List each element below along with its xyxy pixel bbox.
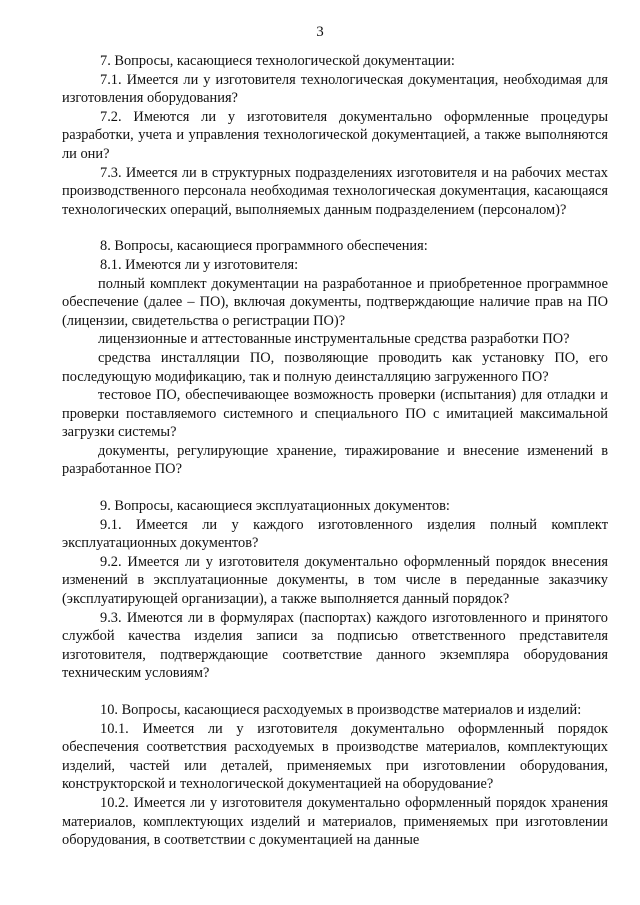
list-item: полный комплект документации на разработанное и приобретенное программное обеспечение (далее – ПО), включая документы, подтверждающие наличие прав на ПО (лицензии, свидетельства о регистрации ПО)? (62, 275, 608, 329)
section-gap (62, 479, 608, 497)
list-item: документы, регулирующие хранение, тиражирование и внесение изменений в разработанное ПО? (62, 442, 608, 478)
section-operational-documents (62, 497, 608, 683)
section-heading: 10. Вопросы, касающиеся расходуемых в производстве материалов и изделий: (100, 702, 582, 718)
list-item: средства инсталляции ПО, позволяющие проводить как установку ПО, его последующую модификацию, так и полную деинсталляцию загруженного ПО? (62, 349, 608, 385)
section-technological-documentation (62, 52, 608, 219)
page-number: 3 (316, 24, 324, 40)
section-software (62, 237, 608, 479)
section-gap (62, 219, 608, 237)
list-item: тестовое ПО, обеспечивающее возможность проверки (испытания) для отладки и проверки поставляемого системного и специального ПО с имитацией максимальной загрузки системы? (62, 387, 608, 441)
paragraph: 8.1. Имеются ли у изготовителя: (100, 256, 299, 273)
paragraph: 7.3. Имеется ли в структурных подразделениях изготовителя и на рабочих местах производственного персонала необходимая технологическая документация, касающаяся технологических операций, выполняемых данным подразделением (персоналом)? (62, 164, 608, 218)
list-item: лицензионные и аттестованные инструментальные средства разработки ПО? (98, 331, 570, 348)
section-heading: 8. Вопросы, касающиеся программного обеспечения: (100, 238, 428, 255)
section-heading: 7. Вопросы, касающиеся технологической документации: (100, 53, 455, 69)
document-body (62, 52, 608, 850)
paragraph: 10.2. Имеется ли у изготовителя документально оформленный порядок хранения материалов, комплектующих изделий и материалов, применяемых при изготовлении оборудования, в соответствии с документацией на данные (62, 794, 608, 849)
paragraph: 9.1. Имеется ли у каждого изготовленного изделия полный комплект эксплуатационных документов? (62, 516, 608, 552)
paragraph: 7.1. Имеется ли у изготовителя технологическая документация, необходимая для изготовления оборудования? (62, 71, 608, 107)
paragraph: 7.2. Имеются ли у изготовителя документально оформленные процедуры разработки, учета и управления технологической документацией, а также выполняются ли они? (62, 108, 608, 162)
paragraph: 9.2. Имеется ли у изготовителя документально оформленный порядок внесения изменений в эксплуатационные документы, в том числе в переданные заказчику (эксплуатирующей организации), а также выполняется данный порядок? (62, 553, 608, 608)
paragraph: 9.3. Имеются ли в формулярах (паспортах) каждого изготовленного и принятого службой качества изделия записи за подписью ответственного представителя изготовителя, подтверждающие соответствие данного экземпляра оборудования техническим условиям? (62, 609, 608, 682)
section-materials (62, 701, 608, 850)
section-gap (62, 683, 608, 701)
paragraph: 10.1. Имеется ли у изготовителя документально оформленный порядок обеспечения соответствия расходуемых в производстве материалов, комплектующих изделий, частей или деталей, применяемых при изготовлении оборудования, конструкторской и технологической документацией на оборудование? (62, 720, 608, 793)
section-heading: 9. Вопросы, касающиеся эксплуатационных документов: (100, 498, 450, 515)
